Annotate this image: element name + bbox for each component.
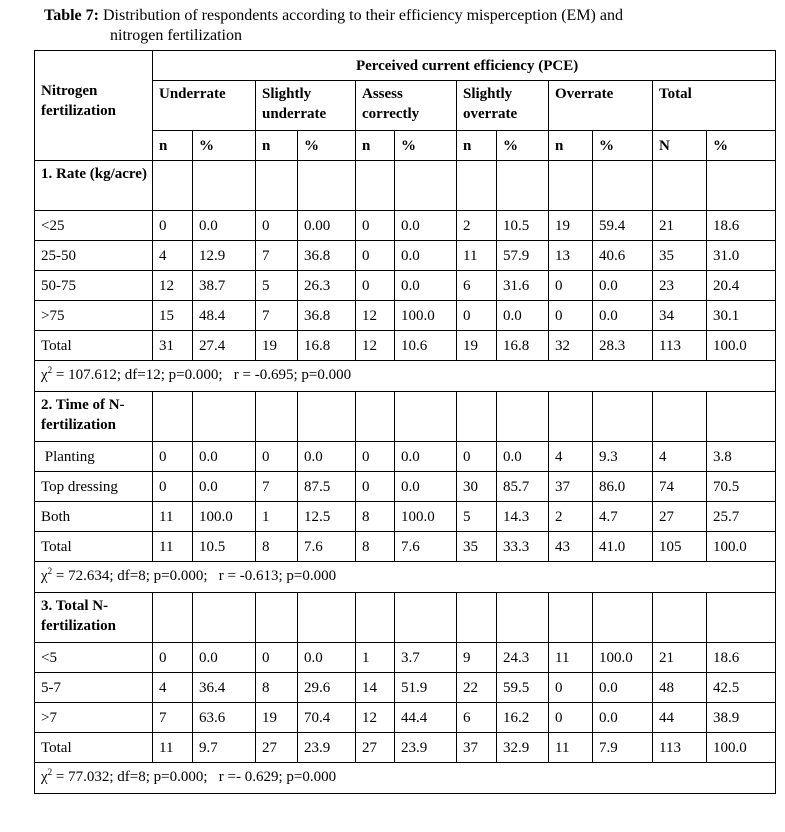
table-cell: 12.5 <box>298 502 356 532</box>
table-cell: 0.0 <box>298 442 356 472</box>
table-cell: 63.6 <box>193 703 256 733</box>
empty-cell <box>193 161 256 211</box>
category-header: Slightly overrate <box>457 81 549 131</box>
row-label: >7 <box>35 703 153 733</box>
table-cell: 11 <box>153 733 193 763</box>
empty-cell <box>256 593 298 643</box>
row-label: Planting <box>35 442 153 472</box>
empty-cell <box>395 593 457 643</box>
caption-label: Table 7: <box>44 7 99 24</box>
table-cell: 35 <box>653 241 707 271</box>
table-cell: 16.8 <box>497 331 549 361</box>
table-cell: 0.0 <box>395 472 457 502</box>
table-cell: 0 <box>356 241 395 271</box>
row-label: Top dressing <box>35 472 153 502</box>
table-cell: 0 <box>356 271 395 301</box>
table-cell: 31.6 <box>497 271 549 301</box>
table-cell: 86.0 <box>593 472 653 502</box>
table-cell: 4 <box>653 442 707 472</box>
table-cell: 74 <box>653 472 707 502</box>
stats-text: = 107.612; df=12; p=0.000; r = -0.695; p=0.000 <box>52 367 352 383</box>
category-header: Underrate <box>153 81 256 131</box>
table-cell: 31 <box>153 331 193 361</box>
subcolumn-header: n <box>549 131 593 161</box>
table-cell: 0.0 <box>593 301 653 331</box>
table-cell: 11 <box>549 733 593 763</box>
empty-cell <box>256 392 298 442</box>
table-cell: 21 <box>653 211 707 241</box>
table-cell: 25.7 <box>707 502 776 532</box>
table-cell: 30.1 <box>707 301 776 331</box>
table-cell: 15 <box>153 301 193 331</box>
table-cell: 0 <box>549 703 593 733</box>
table-cell: 30 <box>457 472 497 502</box>
table-cell: 51.9 <box>395 673 457 703</box>
table-cell: 0.0 <box>395 211 457 241</box>
table-cell: 21 <box>653 643 707 673</box>
table-cell: 0 <box>457 442 497 472</box>
empty-cell <box>298 593 356 643</box>
empty-cell <box>457 392 497 442</box>
stats-row <box>35 361 776 392</box>
subcolumn-header: % <box>593 131 653 161</box>
subcolumn-header: % <box>395 131 457 161</box>
table-cell: 70.5 <box>707 472 776 502</box>
empty-cell <box>593 161 653 211</box>
table-cell: 7.6 <box>298 532 356 562</box>
table-cell: 85.7 <box>497 472 549 502</box>
table-cell: 10.6 <box>395 331 457 361</box>
table-row <box>35 733 776 763</box>
empty-cell <box>256 161 298 211</box>
section-header-row <box>35 593 776 643</box>
table-row <box>35 703 776 733</box>
subcolumn-header: % <box>298 131 356 161</box>
empty-cell <box>549 161 593 211</box>
empty-cell <box>593 593 653 643</box>
empty-cell <box>153 161 193 211</box>
table-cell: 13 <box>549 241 593 271</box>
empty-cell <box>356 392 395 442</box>
table-cell: 59.4 <box>593 211 653 241</box>
category-header: Slightly underrate <box>256 81 356 131</box>
table-cell: 0 <box>549 271 593 301</box>
table-row <box>35 472 776 502</box>
table-cell: 31.0 <box>707 241 776 271</box>
empty-cell <box>707 392 776 442</box>
table-row <box>35 301 776 331</box>
table-cell: 6 <box>457 271 497 301</box>
stats-row <box>35 763 776 794</box>
row-label: Total <box>35 331 153 361</box>
empty-cell <box>653 161 707 211</box>
table-cell: 7.9 <box>593 733 653 763</box>
table-cell: 26.3 <box>298 271 356 301</box>
table-cell: 7.6 <box>395 532 457 562</box>
table-cell: 2 <box>549 502 593 532</box>
table-cell: 33.3 <box>497 532 549 562</box>
table-cell: 105 <box>653 532 707 562</box>
table-cell: 35 <box>457 532 497 562</box>
table-cell: 0 <box>457 301 497 331</box>
table-cell: 36.4 <box>193 673 256 703</box>
stats-cell <box>35 562 776 593</box>
table-cell: 0.0 <box>395 442 457 472</box>
subcolumn-header: n <box>256 131 298 161</box>
table-cell: 5 <box>256 271 298 301</box>
table-cell: 0 <box>153 472 193 502</box>
table-cell: 0 <box>256 442 298 472</box>
subcolumn-header: n <box>153 131 193 161</box>
table-cell: 12 <box>356 301 395 331</box>
table-cell: 27 <box>256 733 298 763</box>
table-cell: 9 <box>457 643 497 673</box>
table-cell: 7 <box>256 301 298 331</box>
table-cell: 100.0 <box>707 331 776 361</box>
table-cell: 18.6 <box>707 211 776 241</box>
table-cell: 18.6 <box>707 643 776 673</box>
table-caption <box>44 6 774 46</box>
table-cell: 7 <box>256 241 298 271</box>
table-cell: 34 <box>653 301 707 331</box>
empty-cell <box>395 161 457 211</box>
table-cell: 100.0 <box>193 502 256 532</box>
table-cell: 16.8 <box>298 331 356 361</box>
table-cell: 100.0 <box>593 643 653 673</box>
table-cell: 36.8 <box>298 301 356 331</box>
table-cell: 44.4 <box>395 703 457 733</box>
table-cell: 0 <box>356 211 395 241</box>
table-cell: 23.9 <box>298 733 356 763</box>
table-cell: 12 <box>356 703 395 733</box>
table-cell: 41.0 <box>593 532 653 562</box>
row-label: <25 <box>35 211 153 241</box>
table-row <box>35 532 776 562</box>
table-cell: 20.4 <box>707 271 776 301</box>
empty-cell <box>497 392 549 442</box>
subcolumn-header: % <box>193 131 256 161</box>
table-cell: 0.0 <box>497 301 549 331</box>
table-cell: 23 <box>653 271 707 301</box>
empty-cell <box>457 593 497 643</box>
section-title: 3. Total N-fertilization <box>35 593 153 643</box>
table-cell: 8 <box>256 673 298 703</box>
section-title: 1. Rate (kg/acre) <box>35 161 153 211</box>
table-cell: 113 <box>653 733 707 763</box>
empty-cell <box>395 392 457 442</box>
table-cell: 100.0 <box>707 532 776 562</box>
table-cell: 29.6 <box>298 673 356 703</box>
table-cell: 2 <box>457 211 497 241</box>
table-row <box>35 331 776 361</box>
table-cell: 100.0 <box>707 733 776 763</box>
row-label: >75 <box>35 301 153 331</box>
table-cell: 0 <box>256 211 298 241</box>
table-cell: 113 <box>653 331 707 361</box>
table-cell: 0 <box>356 472 395 502</box>
table-cell: 10.5 <box>497 211 549 241</box>
stats-row <box>35 562 776 593</box>
table-cell: 8 <box>256 532 298 562</box>
table-cell: 0.00 <box>298 211 356 241</box>
empty-cell <box>193 392 256 442</box>
subcolumn-header: % <box>707 131 776 161</box>
table-cell: 8 <box>356 502 395 532</box>
caption-text-line2: nitrogen fertilization <box>110 27 242 44</box>
empty-cell <box>298 161 356 211</box>
table-cell: 0.0 <box>193 643 256 673</box>
row-label: 50-75 <box>35 271 153 301</box>
row-header: Nitrogen fertilization <box>35 51 153 161</box>
table-cell: 0 <box>153 211 193 241</box>
subcolumn-header: N <box>653 131 707 161</box>
empty-cell <box>497 593 549 643</box>
table-row <box>35 271 776 301</box>
table-cell: 11 <box>153 532 193 562</box>
table-cell: 4 <box>549 442 593 472</box>
table-cell: 0.0 <box>593 673 653 703</box>
category-header: Assess correctly <box>356 81 457 131</box>
table-cell: 3.8 <box>707 442 776 472</box>
table-cell: 9.3 <box>593 442 653 472</box>
empty-cell <box>593 392 653 442</box>
table-row <box>35 643 776 673</box>
table-cell: 0.0 <box>593 703 653 733</box>
table-cell: 27 <box>653 502 707 532</box>
empty-cell <box>653 593 707 643</box>
table-cell: 0.0 <box>193 211 256 241</box>
section-header-row <box>35 161 776 211</box>
stats-cell <box>35 763 776 794</box>
empty-cell <box>153 392 193 442</box>
empty-cell <box>549 593 593 643</box>
table-cell: 57.9 <box>497 241 549 271</box>
row-label: <5 <box>35 643 153 673</box>
table-cell: 0.0 <box>497 442 549 472</box>
subcolumn-header: n <box>356 131 395 161</box>
chi-symbol: χ <box>41 568 48 584</box>
table-cell: 1 <box>256 502 298 532</box>
empty-cell <box>707 593 776 643</box>
chi-superscript: 2 <box>47 767 53 777</box>
table-row <box>35 673 776 703</box>
table-cell: 19 <box>256 331 298 361</box>
stats-text: = 72.634; df=8; p=0.000; r = -0.613; p=0.000 <box>52 568 337 584</box>
table-cell: 0.0 <box>193 472 256 502</box>
table-cell: 7 <box>256 472 298 502</box>
table-cell: 0 <box>256 643 298 673</box>
chi-symbol: χ <box>41 769 48 785</box>
row-label: 5-7 <box>35 673 153 703</box>
table-cell: 11 <box>549 643 593 673</box>
distribution-table <box>34 50 776 794</box>
table-cell: 19 <box>256 703 298 733</box>
table-cell: 32.9 <box>497 733 549 763</box>
table-cell: 12 <box>153 271 193 301</box>
table-cell: 70.4 <box>298 703 356 733</box>
table-cell: 38.9 <box>707 703 776 733</box>
table-cell: 0.0 <box>593 271 653 301</box>
table-cell: 0 <box>153 442 193 472</box>
empty-cell <box>653 392 707 442</box>
empty-cell <box>497 161 549 211</box>
table-cell: 16.2 <box>497 703 549 733</box>
subcolumn-header: % <box>497 131 549 161</box>
table-cell: 38.7 <box>193 271 256 301</box>
table-cell: 0 <box>549 673 593 703</box>
table-cell: 42.5 <box>707 673 776 703</box>
table-cell: 3.7 <box>395 643 457 673</box>
category-header: Overrate <box>549 81 653 131</box>
subcolumn-header: n <box>457 131 497 161</box>
section-title: 2. Time of N-fertilization <box>35 392 153 442</box>
table-cell: 12 <box>356 331 395 361</box>
table-cell: 48 <box>653 673 707 703</box>
table-cell: 87.5 <box>298 472 356 502</box>
table-cell: 7 <box>153 703 193 733</box>
row-label: Total <box>35 733 153 763</box>
table-cell: 4.7 <box>593 502 653 532</box>
table-cell: 14 <box>356 673 395 703</box>
table-cell: 11 <box>457 241 497 271</box>
group-header: Perceived current efficiency (PCE) <box>153 51 776 81</box>
chi-superscript: 2 <box>47 566 53 576</box>
table-cell: 19 <box>549 211 593 241</box>
table-cell: 44 <box>653 703 707 733</box>
table-cell: 22 <box>457 673 497 703</box>
section-header-row <box>35 392 776 442</box>
table-cell: 11 <box>153 502 193 532</box>
table-cell: 37 <box>549 472 593 502</box>
stats-cell <box>35 361 776 392</box>
table-row <box>35 442 776 472</box>
empty-cell <box>356 161 395 211</box>
table-cell: 43 <box>549 532 593 562</box>
table-cell: 100.0 <box>395 301 457 331</box>
table-cell: 0.0 <box>298 643 356 673</box>
empty-cell <box>356 593 395 643</box>
empty-cell <box>707 161 776 211</box>
empty-cell <box>298 392 356 442</box>
table-cell: 4 <box>153 673 193 703</box>
category-header: Total <box>653 81 776 131</box>
table-cell: 37 <box>457 733 497 763</box>
table-cell: 4 <box>153 241 193 271</box>
stats-text: = 77.032; df=8; p=0.000; r =- 0.629; p=0.000 <box>52 769 337 785</box>
chi-symbol: χ <box>41 367 48 383</box>
table-cell: 27 <box>356 733 395 763</box>
table-cell: 5 <box>457 502 497 532</box>
empty-cell <box>457 161 497 211</box>
row-label: Both <box>35 502 153 532</box>
table-cell: 100.0 <box>395 502 457 532</box>
table-cell: 19 <box>457 331 497 361</box>
table-cell: 32 <box>549 331 593 361</box>
table-cell: 0.0 <box>395 271 457 301</box>
table-row <box>35 211 776 241</box>
row-label: 25-50 <box>35 241 153 271</box>
empty-cell <box>193 593 256 643</box>
table-cell: 0.0 <box>395 241 457 271</box>
table-cell: 14.3 <box>497 502 549 532</box>
table-cell: 0 <box>549 301 593 331</box>
table-cell: 10.5 <box>193 532 256 562</box>
table-cell: 28.3 <box>593 331 653 361</box>
table-cell: 12.9 <box>193 241 256 271</box>
table-cell: 48.4 <box>193 301 256 331</box>
table-cell: 36.8 <box>298 241 356 271</box>
table-cell: 1 <box>356 643 395 673</box>
table-cell: 24.3 <box>497 643 549 673</box>
table-cell: 8 <box>356 532 395 562</box>
table-cell: 6 <box>457 703 497 733</box>
table-cell: 0 <box>356 442 395 472</box>
empty-cell <box>549 392 593 442</box>
table-cell: 0.0 <box>193 442 256 472</box>
caption-text: Distribution of respondents according to their efficiency misperception (EM) and <box>102 7 623 24</box>
row-label: Total <box>35 532 153 562</box>
table-cell: 27.4 <box>193 331 256 361</box>
chi-superscript: 2 <box>47 365 53 375</box>
table-cell: 40.6 <box>593 241 653 271</box>
table-row <box>35 502 776 532</box>
table-cell: 9.7 <box>193 733 256 763</box>
table-cell: 59.5 <box>497 673 549 703</box>
table-row <box>35 241 776 271</box>
empty-cell <box>153 593 193 643</box>
table-cell: 23.9 <box>395 733 457 763</box>
table-cell: 0 <box>153 643 193 673</box>
